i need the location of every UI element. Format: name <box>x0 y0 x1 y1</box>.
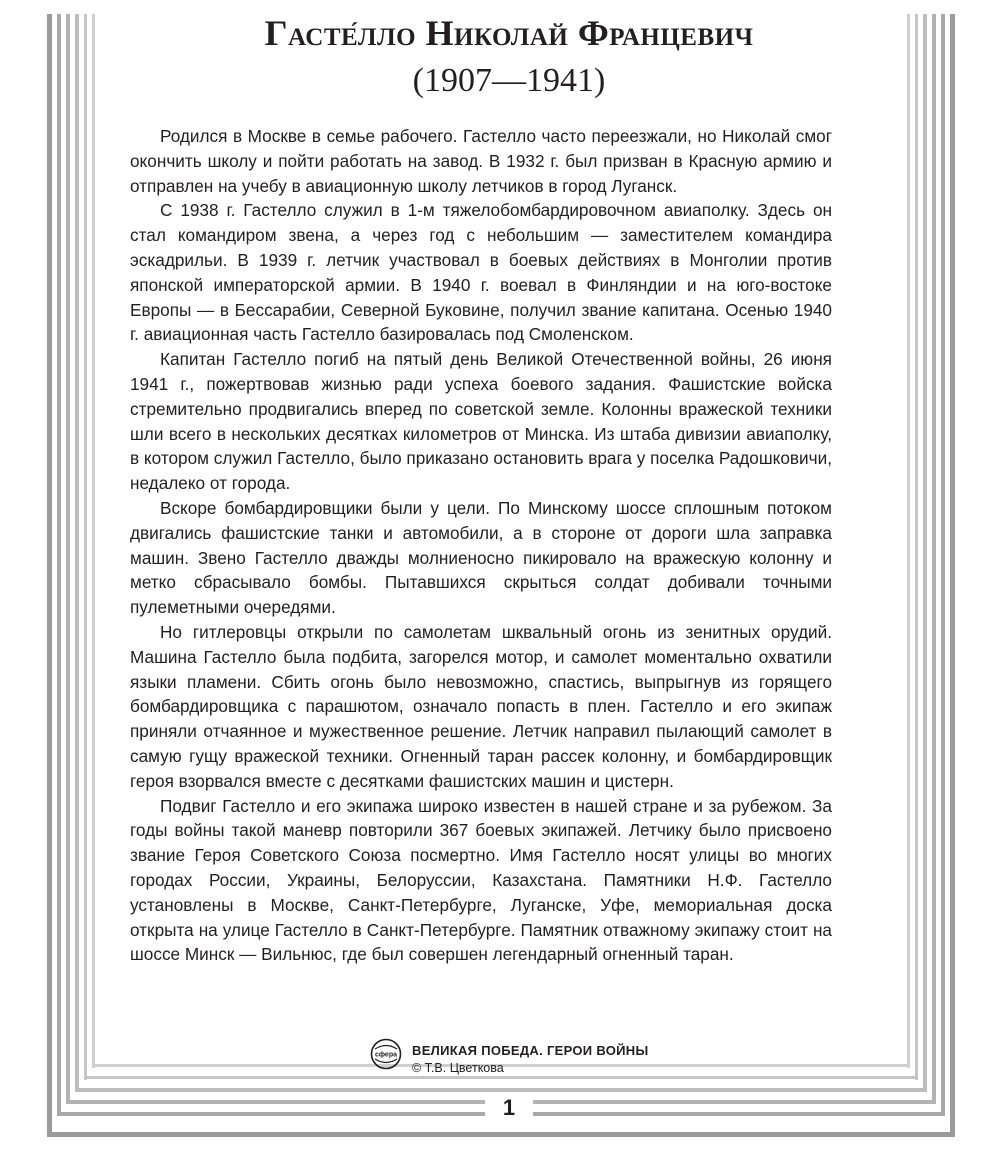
publisher-logo-text: сфера <box>375 1051 397 1059</box>
paragraph: С 1938 г. Гастелло служил в 1-м тяжелобомбардировочном авиаполку. Здесь он стал командиром звена, а через год с небольшим — заместителем командира эскадрильи. В 1939 г. летчик участвовал в боевых действиях в Монголии против японской императорской армии. В 1940 г. воевал в Финляндии и на юго-востоке Европы — в Бессарабии, Северной Буковине, получил звание капитана. Осенью 1940 г. авиационная часть Гастелло базировалась под Смоленском. <box>130 200 832 345</box>
page-number: 1 <box>118 1095 900 1121</box>
document-page <box>118 0 900 1157</box>
publisher-logo-icon <box>370 1038 402 1070</box>
paragraph: Но гитлеровцы открыли по самолетам шквальный огонь из зенитных орудий. Машина Гастелло была подбита, загорелся мотор, и самолет моментально охватили языки пламени. Сбить огонь было невозможно, спастись, выпрыгнув из горящего бомбардировщика с парашютом, означало попасть в плен. Гастелло и его экипаж приняли отчаянное и мужественное решение. Летчик направил пылающий самолет в самую гущу вражеской техники. Огненный таран рассек колонну, и бомбардировщик героя взорвался вместе с десятками фашистских машин и цистерн. <box>130 621 832 791</box>
paragraph: Подвиг Гастелло и его экипажа широко известен в нашей стране и за рубежом. За годы войны такой маневр повторили 367 боевых экипажей. Летчику было присвоено звание Героя Советского Союза посмертно. Имя Гастелло носят улицы во многих городах России, Украины, Белоруссии, Казахстана. Памятники Н.Ф. Гастелло установлены в Москве, Санкт-Петербурге, Луганске, Уфе, мемориальная доска открыта на улице Гастелло в Санкт-Петербурге. Памятник отважному экипажу стоит на шоссе Минск — Вильнюс, где был совершен легендарный огненный таран. <box>130 795 832 965</box>
biography-text <box>130 124 832 967</box>
copyright: © Т.В. Цветкова <box>412 1061 504 1075</box>
paragraph: Капитан Гастелло погиб на пятый день Великой Отечественной войны, 26 июня 1941 г., пожертвовав жизнью ради успеха боевого задания. Фашистские войска стремительно продвигались вперед по советской земле. Колонны вражеской техники шли всего в нескольких десятках километров от Минска. Из штаба дивизии авиаполку, в котором служил Гастелло, было приказано остановить врага у поселка Радошковичи, недалеко от города. <box>130 349 832 494</box>
series-title: ВЕЛИКАЯ ПОБЕДА. ГЕРОИ ВОЙНЫ <box>412 1043 649 1058</box>
life-years: (1907—1941) <box>412 62 606 99</box>
page-title: Гасте́лло Николай Францевич <box>264 13 754 53</box>
paragraph: Родился в Москве в семье рабочего. Гастелло часто переезжали, но Николай смог окончить школу и пойти работать на завод. В 1932 г. был призван в Красную армию и отправлен на учебу в авиационную школу летчиков в город Луганск. <box>130 126 832 196</box>
paragraph: Вскоре бомбардировщики были у цели. По Минскому шоссе сплошным потоком двигались фашистские танки и автомобили, а в стороне от дороги шла заправка машин. Звено Гастелло дважды молниеносно пикировало на вражескую колонну и метко сбрасывало бомбы. Пытавшихся скрыться солдат добивали точными пулеметными очередями. <box>130 497 832 618</box>
